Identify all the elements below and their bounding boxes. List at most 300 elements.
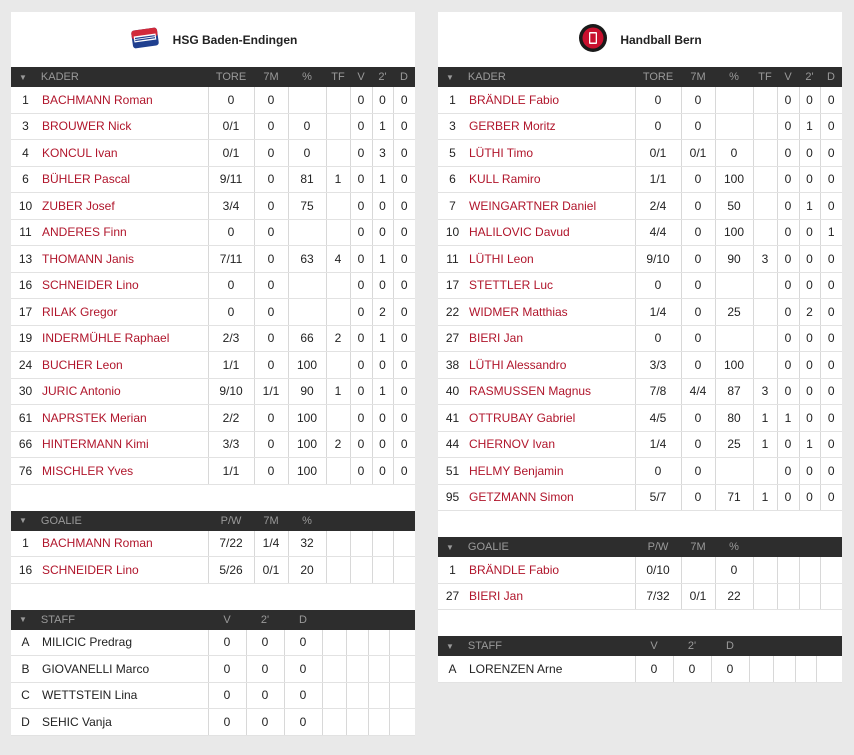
empty-cell — [346, 656, 368, 683]
tf-cell: 2 — [326, 325, 350, 352]
d-cell: 0 — [820, 272, 842, 299]
player-name-link[interactable]: BRÄNDLE Fabio — [467, 87, 635, 113]
staff-name: LORENZEN Arne — [467, 656, 635, 682]
tore-cell: 7/11 — [208, 246, 254, 273]
staff-name: SEHIC Vanja — [40, 709, 208, 736]
empty-cell — [368, 656, 389, 683]
player-name-link[interactable]: WIDMER Matthias — [467, 299, 635, 326]
player-name-link[interactable]: JURIC Antonio — [40, 378, 208, 405]
staff-name: MILICIC Predrag — [40, 630, 208, 656]
empty-cell — [753, 583, 777, 610]
tf-cell — [326, 299, 350, 326]
player-name-link[interactable]: BIERI Jan — [467, 583, 635, 610]
staff-header[interactable]: ▼ STAFF — [11, 610, 208, 630]
tore-cell: 3/3 — [208, 431, 254, 458]
team-header — [11, 12, 415, 67]
v-cell: 0 — [777, 352, 799, 379]
player-name-link[interactable]: BROUWER Nick — [40, 113, 208, 140]
d-cell: 0 — [393, 378, 415, 405]
d-cell: 0 — [393, 193, 415, 220]
pct-cell: 25 — [715, 431, 753, 458]
player-row — [438, 246, 842, 273]
caret-down-icon[interactable]: ▼ — [19, 615, 27, 625]
two-min-cell: 1 — [372, 246, 393, 273]
seven-m-cell: 0 — [254, 405, 288, 432]
pct-cell: 90 — [715, 246, 753, 273]
col-d: D — [820, 67, 842, 87]
tore-cell: 4/5 — [635, 405, 681, 432]
seven-m-cell: 0 — [681, 352, 715, 379]
player-number: 24 — [11, 352, 40, 379]
v-cell: 0 — [350, 113, 372, 140]
col-pw: P/W — [635, 537, 681, 557]
roster-header-row — [11, 67, 415, 87]
player-name-link[interactable]: NAPRSTEK Merian — [40, 405, 208, 432]
player-row — [11, 299, 415, 326]
two-min-cell: 0 — [799, 246, 820, 273]
tf-cell: 1 — [326, 166, 350, 193]
two-min-cell: 0 — [372, 193, 393, 220]
player-name-link[interactable]: BUCHER Leon — [40, 352, 208, 379]
tore-cell: 1/1 — [208, 352, 254, 379]
seven-m-cell: 0 — [254, 193, 288, 220]
d-cell: 0 — [820, 458, 842, 485]
team-header — [438, 12, 842, 67]
pct-cell: 0 — [715, 140, 753, 167]
player-number: 51 — [438, 458, 467, 485]
d-cell: 0 — [284, 682, 322, 709]
two-min-cell: 0 — [799, 272, 820, 299]
v-cell: 0 — [350, 166, 372, 193]
tf-cell: 4 — [326, 246, 350, 273]
empty-cell — [372, 531, 393, 557]
staff-role: C — [11, 682, 40, 709]
empty-cell — [777, 583, 799, 610]
seven-m-cell: 0 — [681, 484, 715, 511]
pct-cell: 100 — [288, 431, 326, 458]
section-spacer — [11, 584, 415, 610]
player-row — [11, 166, 415, 193]
player-name-link[interactable]: RASMUSSEN Magnus — [467, 378, 635, 405]
empty-cell — [326, 531, 350, 557]
d-cell: 0 — [284, 630, 322, 656]
v-cell: 0 — [350, 405, 372, 432]
empty-cell — [346, 630, 368, 656]
pct-cell: 80 — [715, 405, 753, 432]
tore-cell: 1/1 — [635, 166, 681, 193]
empty-cell — [816, 656, 842, 682]
player-name-link[interactable]: LÜTHI Alessandro — [467, 352, 635, 379]
d-cell: 0 — [393, 325, 415, 352]
pct-cell — [715, 325, 753, 352]
v-cell: 0 — [777, 484, 799, 511]
tore-cell: 0/1 — [208, 113, 254, 140]
player-row — [438, 458, 842, 485]
goalie-table — [438, 537, 842, 610]
player-number: 1 — [438, 557, 467, 583]
v-cell: 0 — [777, 166, 799, 193]
v-cell: 0 — [208, 682, 246, 709]
seven-m-cell: 0 — [254, 299, 288, 326]
player-number: 17 — [11, 299, 40, 326]
empty-cell — [393, 557, 415, 584]
v-cell: 0 — [777, 246, 799, 273]
player-name-link[interactable]: ZUBER Josef — [40, 193, 208, 220]
seven-m-cell: 0 — [681, 299, 715, 326]
tf-cell — [326, 405, 350, 432]
tf-cell — [753, 193, 777, 220]
staff-name: GIOVANELLI Marco — [40, 656, 208, 683]
player-number: 76 — [11, 458, 40, 485]
caret-down-icon[interactable]: ▼ — [19, 72, 27, 82]
d-cell: 0 — [284, 709, 322, 736]
d-cell: 0 — [820, 405, 842, 432]
player-name-link[interactable]: BÜHLER Pascal — [40, 166, 208, 193]
player-number: 4 — [11, 140, 40, 167]
tore-cell: 1/4 — [635, 431, 681, 458]
pct-cell: 90 — [288, 378, 326, 405]
player-row — [11, 193, 415, 220]
pct-cell: 87 — [715, 378, 753, 405]
seven-m-cell: 0 — [254, 140, 288, 167]
two-min-cell: 0 — [799, 325, 820, 352]
tore-cell: 0 — [208, 299, 254, 326]
d-cell: 0 — [284, 656, 322, 683]
seven-m-cell — [681, 557, 715, 583]
pct-cell: 22 — [715, 583, 753, 610]
d-cell: 0 — [820, 378, 842, 405]
team-panel-away — [438, 12, 842, 683]
d-cell: 0 — [820, 87, 842, 113]
goalie-header[interactable]: ▼ GOALIE — [438, 537, 635, 557]
col-v: V — [635, 636, 673, 656]
seven-m-cell: 0 — [681, 405, 715, 432]
two-min-cell: 0 — [372, 352, 393, 379]
player-number: 38 — [438, 352, 467, 379]
empty-cell — [799, 557, 820, 583]
two-min-cell: 2 — [799, 299, 820, 326]
player-name-link[interactable]: WEINGARTNER Daniel — [467, 193, 635, 220]
caret-down-icon[interactable]: ▼ — [446, 641, 454, 651]
v-cell: 0 — [350, 272, 372, 299]
two-min-cell: 1 — [372, 166, 393, 193]
tf-cell: 3 — [753, 378, 777, 405]
caret-down-icon[interactable]: ▼ — [19, 516, 27, 526]
player-name-link[interactable]: CHERNOV Ivan — [467, 431, 635, 458]
player-number: 11 — [438, 246, 467, 273]
caret-down-icon[interactable]: ▼ — [446, 542, 454, 552]
tore-cell: 2/3 — [208, 325, 254, 352]
player-row — [438, 325, 842, 352]
empty-cell — [777, 557, 799, 583]
player-name-link[interactable]: MISCHLER Yves — [40, 458, 208, 485]
player-name-link[interactable]: RILAK Gregor — [40, 299, 208, 326]
tf-cell — [326, 113, 350, 140]
empty-cell — [350, 531, 372, 557]
player-row — [11, 352, 415, 379]
col-pct: % — [288, 67, 326, 87]
seven-m-cell: 1/4 — [254, 531, 288, 557]
tf-cell — [326, 352, 350, 379]
tore-cell: 3/3 — [635, 352, 681, 379]
team-name[interactable]: Handball Bern — [620, 32, 702, 47]
tore-cell: 0 — [635, 87, 681, 113]
d-cell: 0 — [820, 113, 842, 140]
col-2min: 2' — [246, 610, 284, 630]
player-name-link[interactable]: BACHMANN Roman — [40, 87, 208, 113]
player-name-link[interactable]: ANDERES Finn — [40, 219, 208, 246]
col-tore: TORE — [635, 67, 681, 87]
section-spacer — [11, 485, 415, 511]
pct-cell — [715, 87, 753, 113]
col-7m: 7M — [681, 537, 715, 557]
two-min-cell: 0 — [799, 87, 820, 113]
player-row — [11, 219, 415, 246]
d-cell: 0 — [820, 352, 842, 379]
seven-m-cell: 0 — [681, 166, 715, 193]
two-min-cell: 0 — [799, 166, 820, 193]
player-name-link[interactable]: HINTERMANN Kimi — [40, 431, 208, 458]
player-number: 7 — [438, 193, 467, 220]
player-name-link[interactable]: BACHMANN Roman — [40, 531, 208, 557]
seven-m-cell: 0 — [681, 87, 715, 113]
tf-cell — [326, 458, 350, 485]
col-2min: 2' — [673, 636, 711, 656]
empty-cell — [753, 557, 777, 583]
player-name-link[interactable]: STETTLER Luc — [467, 272, 635, 299]
v-cell: 0 — [777, 325, 799, 352]
seven-m-cell: 0 — [681, 325, 715, 352]
hsg-baden-endingen-logo — [129, 25, 161, 54]
v-cell: 0 — [777, 299, 799, 326]
two-min-cell: 1 — [372, 113, 393, 140]
tore-cell: 9/10 — [208, 378, 254, 405]
player-number: 6 — [438, 166, 467, 193]
pw-cell: 7/32 — [635, 583, 681, 610]
empty-cell — [372, 557, 393, 584]
player-name-link[interactable]: HELMY Benjamin — [467, 458, 635, 485]
pct-cell: 50 — [715, 193, 753, 220]
empty-cell — [368, 682, 389, 709]
two-min-cell: 0 — [799, 219, 820, 246]
seven-m-cell: 0 — [254, 431, 288, 458]
two-min-cell: 0 — [372, 405, 393, 432]
player-number: 16 — [11, 272, 40, 299]
tore-cell: 0 — [635, 272, 681, 299]
pct-cell: 75 — [288, 193, 326, 220]
tore-cell: 4/4 — [635, 219, 681, 246]
empty-cell — [389, 630, 415, 656]
tore-cell: 2/2 — [208, 405, 254, 432]
seven-m-cell: 0/1 — [681, 140, 715, 167]
two-min-cell: 0 — [799, 458, 820, 485]
d-cell: 1 — [820, 219, 842, 246]
staff-table — [438, 636, 842, 683]
seven-m-cell: 0 — [681, 458, 715, 485]
pct-cell: 100 — [715, 166, 753, 193]
staff-header[interactable]: ▼ STAFF — [438, 636, 635, 656]
pw-cell: 0/10 — [635, 557, 681, 583]
pct-cell: 100 — [715, 352, 753, 379]
staff-row — [11, 709, 415, 736]
player-row — [438, 272, 842, 299]
staff-role: B — [11, 656, 40, 683]
tf-cell — [753, 458, 777, 485]
d-cell: 0 — [820, 246, 842, 273]
empty-cell — [389, 656, 415, 683]
seven-m-cell: 1/1 — [254, 378, 288, 405]
seven-m-cell: 0 — [681, 431, 715, 458]
tf-cell — [753, 113, 777, 140]
pct-cell: 81 — [288, 166, 326, 193]
staff-header-row — [11, 610, 415, 630]
player-row — [11, 405, 415, 432]
player-row — [11, 246, 415, 273]
player-row — [438, 405, 842, 432]
col-2min: 2' — [372, 67, 393, 87]
v-cell: 0 — [350, 431, 372, 458]
tore-cell: 2/4 — [635, 193, 681, 220]
tf-cell: 1 — [753, 405, 777, 432]
d-cell: 0 — [711, 656, 749, 682]
v-cell: 0 — [777, 378, 799, 405]
player-name-link[interactable]: BRÄNDLE Fabio — [467, 557, 635, 583]
player-name-link[interactable]: GETZMANN Simon — [467, 484, 635, 511]
player-number: 1 — [11, 531, 40, 557]
col-v: V — [777, 67, 799, 87]
d-cell: 0 — [393, 272, 415, 299]
d-cell: 0 — [393, 431, 415, 458]
two-min-cell: 1 — [372, 325, 393, 352]
staff-role: A — [438, 656, 467, 682]
player-name-link[interactable]: INDERMÜHLE Raphael — [40, 325, 208, 352]
pct-cell: 0 — [288, 113, 326, 140]
player-name-link[interactable]: SCHNEIDER Lino — [40, 557, 208, 584]
two-min-cell: 0 — [372, 219, 393, 246]
v-cell: 0 — [350, 193, 372, 220]
seven-m-cell: 0 — [681, 219, 715, 246]
d-cell: 0 — [393, 405, 415, 432]
col-7m: 7M — [681, 67, 715, 87]
two-min-cell: 0 — [799, 352, 820, 379]
player-name-link[interactable]: LÜTHI Leon — [467, 246, 635, 273]
two-min-cell: 0 — [246, 709, 284, 736]
two-min-cell: 0 — [372, 272, 393, 299]
tf-cell — [753, 87, 777, 113]
d-cell: 0 — [393, 299, 415, 326]
staff-name: WETTSTEIN Lina — [40, 682, 208, 709]
player-number: 40 — [438, 378, 467, 405]
d-cell: 0 — [820, 299, 842, 326]
d-cell: 0 — [393, 140, 415, 167]
two-min-cell: 1 — [372, 378, 393, 405]
tf-cell — [753, 299, 777, 326]
player-name-link[interactable]: SCHNEIDER Lino — [40, 272, 208, 299]
pct-cell — [715, 458, 753, 485]
player-row — [438, 140, 842, 167]
pct-cell: 66 — [288, 325, 326, 352]
pct-cell: 32 — [288, 531, 326, 557]
player-name-link[interactable]: HALILOVIC Davud — [467, 219, 635, 246]
roster-table — [11, 67, 415, 485]
player-name-link[interactable]: OTTRUBAY Gabriel — [467, 405, 635, 432]
player-number: 1 — [11, 87, 40, 113]
player-number: 6 — [11, 166, 40, 193]
player-name-link[interactable]: THOMANN Janis — [40, 246, 208, 273]
two-min-cell: 0 — [799, 405, 820, 432]
tf-cell — [753, 272, 777, 299]
goalie-header[interactable]: ▼ GOALIE — [11, 511, 208, 531]
goalie-row — [11, 557, 415, 584]
tore-cell: 0 — [208, 272, 254, 299]
d-cell: 0 — [820, 166, 842, 193]
tf-cell: 2 — [326, 431, 350, 458]
v-cell: 0 — [350, 299, 372, 326]
player-row — [438, 299, 842, 326]
v-cell: 0 — [350, 352, 372, 379]
col-v: V — [208, 610, 246, 630]
player-number: 95 — [438, 484, 467, 511]
staff-table — [11, 610, 415, 736]
player-number: 13 — [11, 246, 40, 273]
seven-m-cell: 0 — [681, 246, 715, 273]
handball-bern-logo — [578, 23, 608, 56]
v-cell: 1 — [777, 405, 799, 432]
two-min-cell: 0 — [246, 656, 284, 683]
player-number: 19 — [11, 325, 40, 352]
v-cell: 0 — [350, 87, 372, 113]
team-name[interactable]: HSG Baden-Endingen — [172, 32, 298, 47]
player-name-link[interactable]: BIERI Jan — [467, 325, 635, 352]
player-row — [11, 113, 415, 140]
empty-cell — [368, 630, 389, 656]
kader-header[interactable]: ▼ KADER — [11, 67, 208, 87]
v-cell: 0 — [350, 246, 372, 273]
d-cell: 0 — [820, 325, 842, 352]
seven-m-cell: 0 — [254, 166, 288, 193]
player-name-link[interactable]: KONCUL Ivan — [40, 140, 208, 167]
empty-cell — [799, 583, 820, 610]
empty-cell — [749, 656, 773, 682]
kader-header[interactable]: ▼ KADER — [438, 67, 635, 87]
pct-cell: 100 — [288, 405, 326, 432]
two-min-cell: 2 — [372, 299, 393, 326]
col-pct: % — [715, 67, 753, 87]
pct-cell: 0 — [288, 140, 326, 167]
empty-cell — [326, 557, 350, 584]
player-name-link[interactable]: KULL Ramiro — [467, 166, 635, 193]
v-cell: 0 — [208, 709, 246, 736]
v-cell: 0 — [350, 458, 372, 485]
player-row — [438, 193, 842, 220]
player-number: 10 — [438, 219, 467, 246]
v-cell: 0 — [777, 219, 799, 246]
two-min-cell: 0 — [246, 630, 284, 656]
col-d: D — [711, 636, 749, 656]
v-cell: 0 — [350, 219, 372, 246]
tf-cell — [326, 193, 350, 220]
caret-down-icon[interactable]: ▼ — [446, 72, 454, 82]
pct-cell: 71 — [715, 484, 753, 511]
pct-cell: 25 — [715, 299, 753, 326]
d-cell: 0 — [393, 246, 415, 273]
empty-cell — [346, 682, 368, 709]
v-cell: 0 — [777, 431, 799, 458]
col-tf: TF — [326, 67, 350, 87]
player-row — [438, 378, 842, 405]
player-name-link[interactable]: LÜTHI Timo — [467, 140, 635, 167]
player-name-link[interactable]: GERBER Moritz — [467, 113, 635, 140]
